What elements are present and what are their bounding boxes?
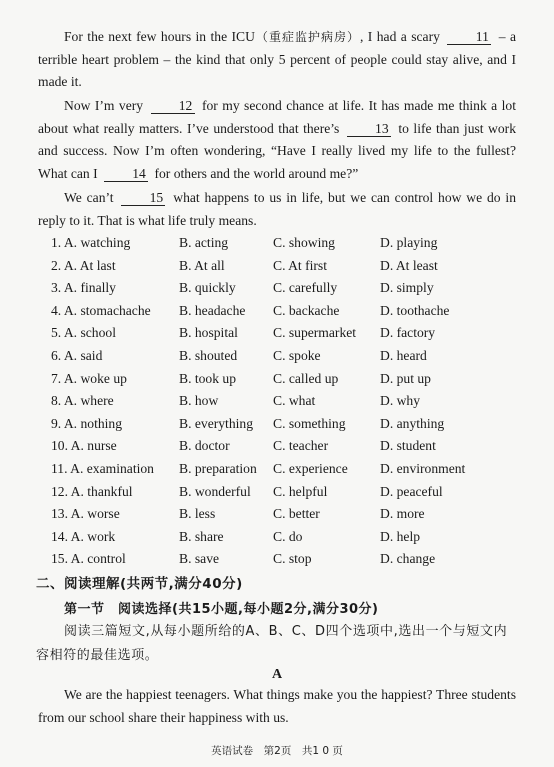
question-row bbox=[0, 300, 554, 322]
option-a: A. where bbox=[63, 393, 114, 409]
option-a: A. nothing bbox=[63, 415, 123, 431]
question-number: 10. bbox=[51, 438, 68, 454]
option-b: B. shouted bbox=[179, 348, 238, 363]
option-c: C. better bbox=[273, 506, 320, 522]
option-b: B. preparation bbox=[179, 461, 257, 476]
question-row bbox=[0, 458, 554, 480]
option-b: B. took up bbox=[179, 370, 237, 386]
option-a: A. control bbox=[70, 551, 126, 567]
option-a: A. woke up bbox=[63, 370, 127, 386]
question-cell bbox=[51, 526, 115, 548]
p3-text-b: what happens to us in life, but we can control how we do in reply to it. That is what life truly means. bbox=[38, 190, 516, 228]
option-b: B. acting bbox=[179, 235, 229, 250]
blank-13: 13 bbox=[347, 121, 391, 137]
passage-heading: A bbox=[271, 667, 283, 682]
question-row bbox=[0, 345, 554, 367]
question-row bbox=[0, 435, 554, 457]
option-d: D. student bbox=[380, 438, 436, 454]
option-c: C. At first bbox=[273, 257, 328, 273]
option-b: B. save bbox=[179, 551, 220, 567]
option-c: C. spoke bbox=[273, 348, 321, 363]
blank-14: 14 bbox=[104, 166, 148, 182]
p1-chinese-note: （重症监护病房） bbox=[254, 30, 360, 44]
option-c: C. something bbox=[273, 415, 346, 431]
question-number: 6. bbox=[51, 348, 62, 363]
question-cell bbox=[51, 345, 102, 367]
question-cell bbox=[51, 322, 116, 344]
p2-text-b: for my second chance at life. It has made me think a lot about what really matters. I’ve understood that there’s bbox=[38, 98, 516, 136]
option-a: A. said bbox=[63, 348, 103, 363]
question-cell bbox=[51, 368, 127, 390]
option-c: C. carefully bbox=[273, 280, 338, 296]
question-row bbox=[0, 255, 554, 277]
option-a: A. nurse bbox=[70, 438, 117, 454]
option-b: B. quickly bbox=[179, 280, 236, 296]
question-number: 7. bbox=[51, 370, 62, 386]
option-c: C. backache bbox=[273, 302, 340, 318]
option-a: A. At last bbox=[63, 257, 116, 273]
option-b: B. wonderful bbox=[179, 483, 251, 499]
option-c: C. what bbox=[273, 393, 316, 409]
option-a: A. worse bbox=[70, 506, 120, 522]
option-d: D. why bbox=[380, 393, 421, 409]
option-d: D. playing bbox=[380, 235, 438, 250]
question-number: 5. bbox=[51, 325, 62, 341]
option-c: C. do bbox=[273, 528, 303, 544]
question-row bbox=[0, 277, 554, 299]
p1-text-a: For the next few hours in the ICU bbox=[64, 29, 255, 44]
option-b: B. doctor bbox=[179, 438, 230, 454]
blank-15: 15 bbox=[121, 190, 165, 206]
option-a: A. finally bbox=[63, 280, 116, 296]
option-c: C. called up bbox=[273, 370, 339, 386]
question-row bbox=[0, 390, 554, 412]
option-c: C. stop bbox=[273, 551, 312, 567]
option-d: D. more bbox=[380, 506, 425, 522]
question-cell bbox=[51, 413, 122, 435]
option-d: D. At least bbox=[380, 257, 438, 273]
option-b: B. hospital bbox=[179, 325, 238, 341]
option-d: D. simply bbox=[380, 280, 434, 296]
option-b: B. how bbox=[179, 393, 219, 409]
question-row bbox=[0, 526, 554, 548]
question-cell bbox=[51, 390, 114, 412]
option-a: A. work bbox=[70, 528, 116, 544]
question-number: 13. bbox=[51, 506, 68, 522]
question-cell bbox=[51, 232, 130, 254]
question-cell bbox=[51, 277, 116, 299]
option-b: B. everything bbox=[179, 415, 253, 431]
question-cell bbox=[51, 503, 120, 525]
question-row bbox=[0, 322, 554, 344]
question-number: 3. bbox=[51, 280, 62, 296]
paragraph-1 bbox=[38, 26, 516, 94]
question-number: 11. bbox=[51, 461, 68, 476]
question-number: 9. bbox=[51, 415, 62, 431]
option-d: D. environment bbox=[380, 461, 466, 476]
question-cell bbox=[51, 548, 126, 570]
option-b: B. headache bbox=[179, 302, 246, 318]
option-c: C. supermarket bbox=[273, 325, 357, 341]
option-a: A. stomachache bbox=[63, 302, 151, 318]
question-cell bbox=[51, 300, 151, 322]
passage-a-text: We are the happiest teenagers. What things make you the happiest? Three students from our school share their happiness with us. bbox=[38, 687, 516, 725]
p3-text-a: We can’t bbox=[64, 190, 114, 205]
option-d: D. put up bbox=[380, 370, 431, 386]
option-a: A. watching bbox=[63, 235, 131, 250]
option-d: D. peaceful bbox=[380, 483, 443, 499]
question-row bbox=[0, 548, 554, 570]
section-title: 二、阅读理解(共两节,满分40分) bbox=[36, 576, 243, 592]
blank-12: 12 bbox=[151, 98, 195, 114]
question-number: 8. bbox=[51, 393, 62, 409]
question-cell bbox=[51, 435, 117, 457]
question-number: 14. bbox=[51, 528, 68, 544]
question-number: 2. bbox=[51, 257, 62, 273]
option-d: D. help bbox=[380, 528, 421, 544]
question-row bbox=[0, 503, 554, 525]
question-cell bbox=[51, 481, 133, 503]
question-cell bbox=[51, 255, 116, 277]
question-number: 12. bbox=[51, 483, 68, 499]
option-b: B. At all bbox=[179, 257, 225, 273]
p1-text-c: – a terrible heart problem – the kind that only 5 percent of people could stay alive, and I made it. bbox=[38, 29, 516, 90]
question-number: 4. bbox=[51, 302, 62, 318]
option-a: A. school bbox=[63, 325, 116, 341]
option-c: C. helpful bbox=[273, 483, 328, 499]
option-d: D. anything bbox=[380, 415, 445, 431]
option-d: D. heard bbox=[380, 348, 427, 363]
paragraph-2 bbox=[38, 95, 516, 185]
p2-text-d: for others and the world around me?” bbox=[154, 165, 359, 181]
p1-text-b: , I had a scary bbox=[360, 29, 440, 44]
question-row bbox=[0, 413, 554, 435]
question-number: 1. bbox=[51, 235, 62, 250]
option-a: A. examination bbox=[70, 461, 154, 476]
p2-text-c: to life than just work and success. Now I’m often wondering, “Have I really lived my life to the fullest? What can I bbox=[38, 120, 516, 181]
option-b: B. less bbox=[179, 506, 216, 522]
option-c: C. teacher bbox=[273, 438, 329, 454]
page-footer: 英语试卷 第2页 共1 0 页 bbox=[211, 745, 343, 757]
question-number: 15. bbox=[51, 551, 68, 567]
question-row bbox=[0, 232, 554, 254]
paragraph-3 bbox=[38, 187, 516, 232]
option-a: A. thankful bbox=[70, 483, 133, 499]
option-c: C. experience bbox=[273, 461, 348, 476]
option-d: D. toothache bbox=[380, 302, 450, 318]
option-d: D. change bbox=[380, 551, 436, 567]
option-d: D. factory bbox=[380, 325, 436, 341]
blank-11: 11 bbox=[447, 29, 491, 45]
question-row bbox=[0, 368, 554, 390]
option-c: C. showing bbox=[273, 235, 335, 250]
instruction-text: 阅读三篇短文,从每小题所给的A、B、C、D四个选项中,选出一个与短文内容相符的最佳选项。 bbox=[36, 624, 508, 663]
question-cell bbox=[51, 458, 154, 480]
sub-section-title: 第一节 阅读选择(共15小题,每小题2分,满分30分) bbox=[64, 602, 379, 617]
option-b: B. share bbox=[179, 528, 224, 544]
p2-text-a: Now I’m very bbox=[64, 98, 144, 113]
question-row bbox=[0, 481, 554, 503]
